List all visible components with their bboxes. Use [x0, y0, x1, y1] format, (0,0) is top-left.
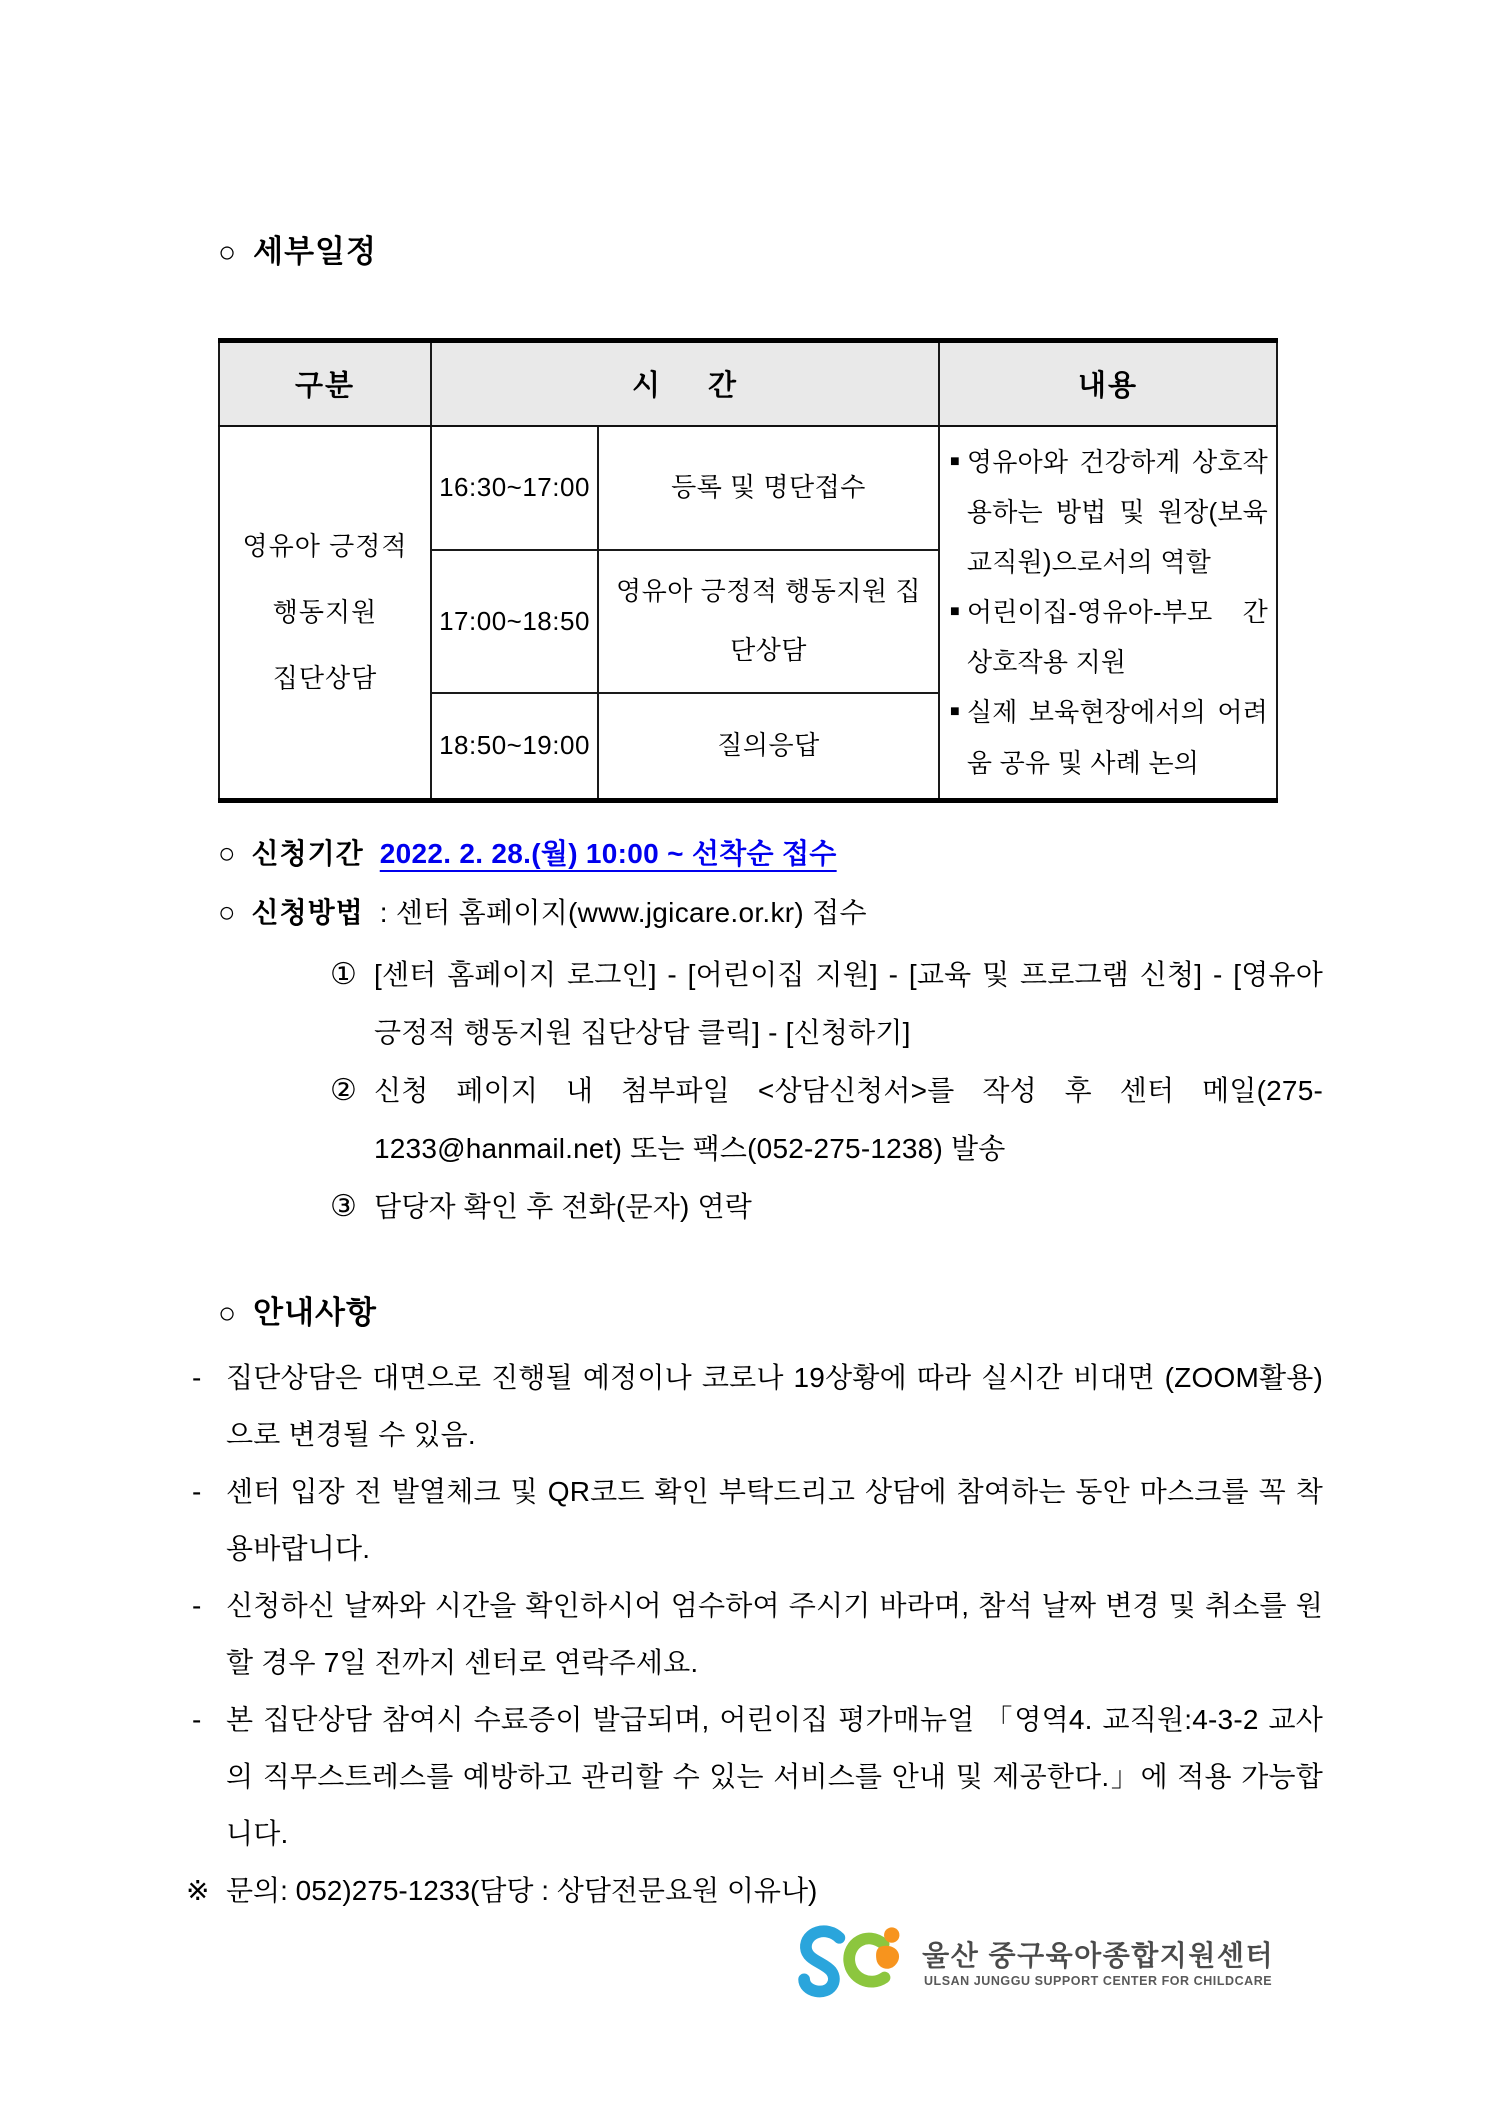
- org-logo-text: [922, 1939, 1274, 1989]
- reference-mark-icon: ※: [186, 1874, 210, 1906]
- category-line: 영유아 긍정적: [242, 530, 408, 561]
- content-bullet-text: 실제 보육현장에서의 어려움 공유 및 사례 논의: [966, 697, 1268, 778]
- category-line: 행동지원: [272, 596, 378, 627]
- circle-bullet-icon: ○: [218, 1296, 238, 1330]
- activity-cell: 등록 및 명단접수: [598, 426, 939, 551]
- notice-item-text: 신청하신 날짜와 시간을 확인하시어 엄수하여 주시기 바라며, 참석 날짜 변경 및 취소를 원할 경우 7일 전까지 센터로 연락주세요.: [226, 1589, 1323, 1678]
- notice-item: [192, 1691, 1323, 1862]
- table-header-row: [219, 341, 1277, 426]
- schedule-section-title: 세부일정: [253, 234, 377, 269]
- circle-bullet-icon: ○: [218, 896, 236, 929]
- org-name-english: ULSAN JUNGGU SUPPORT CENTER FOR CHILDCARE: [923, 1974, 1273, 1988]
- notice-item-text: 본 집단상담 참여시 수료증이 발급되며, 어린이집 평가매뉴얼 「영역4. 교직원:4-3-2 교사의 직무스트레스를 예방하고 관리할 수 있는 서비스를 안내 및 제공한다.」에 적용 가능합니다.: [226, 1703, 1323, 1849]
- time-cell: 18:50~19:00: [431, 693, 598, 800]
- circle-bullet-icon: ○: [218, 837, 236, 870]
- header-category: 구분: [219, 341, 431, 426]
- org-name-korean: 울산 중구육아종합지원센터: [922, 1940, 1274, 1971]
- header-content: 내용: [939, 341, 1277, 426]
- notice-item: [192, 1577, 1323, 1691]
- inquiry-line: [186, 1862, 1323, 1920]
- content-bullet-text: 어린이집-영유아-부모 간 상호작용 지원: [966, 597, 1268, 678]
- notice-item-text: 센터 입장 전 발열체크 및 QR코드 확인 부탁드리고 상담에 참여하는 동안 마스크를 꼭 착용바랍니다.: [226, 1475, 1323, 1564]
- dash-bullet-icon: -: [192, 1703, 202, 1735]
- content-bullet: [950, 437, 1268, 588]
- dash-bullet-icon: -: [192, 1361, 202, 1393]
- org-logo: [796, 1924, 1274, 2004]
- application-method-value: : 센터 홈페이지(www.jgicare.or.kr) 접수: [379, 896, 867, 928]
- time-cell: 17:00~18:50: [431, 550, 598, 693]
- application-step-2: [330, 1062, 1323, 1178]
- activity-cell: 질의응답: [598, 693, 939, 800]
- schedule-section-heading: [218, 233, 1323, 272]
- notice-section-heading: [218, 1294, 1323, 1333]
- time-cell: 16:30~17:00: [431, 426, 598, 551]
- notice-list: [192, 1349, 1323, 1862]
- application-step-text: 담당자 확인 후 전화(문자) 연락: [374, 1190, 752, 1222]
- category-line: 집단상담: [272, 663, 378, 694]
- application-method-label: 신청방법: [251, 896, 364, 928]
- application-step-3: [330, 1178, 1323, 1236]
- square-bullet-icon: ■: [950, 452, 960, 470]
- inquiry-text: 문의: 052)275-1233(담당 : 상담전문요원 이유나): [226, 1874, 818, 1906]
- content-bullet: [950, 587, 1268, 687]
- application-steps: [218, 946, 1323, 1236]
- square-bullet-icon: ■: [950, 603, 960, 621]
- application-step-text: 신청 페이지 내 첨부파일 <상담신청서>를 작성 후 센터 메일(275-1233@hanmail.net) 또는 팩스(052-275-1238) 발송: [374, 1074, 1323, 1164]
- dash-bullet-icon: -: [192, 1475, 202, 1507]
- application-period-line: [218, 833, 1323, 875]
- dash-bullet-icon: -: [192, 1589, 202, 1621]
- activity-cell: 영유아 긍정적 행동지원 집단상담: [598, 550, 939, 693]
- content-bullet-text: 영유아와 건강하게 상호작용하는 방법 및 원장(보육교직원)으로서의 역할: [966, 446, 1268, 577]
- schedule-table: [218, 338, 1278, 803]
- header-time: 시 간: [431, 341, 939, 426]
- category-cell: [219, 426, 431, 801]
- square-bullet-icon: ■: [950, 703, 960, 721]
- application-step-text: [센터 홈페이지 로그인] - [어린이집 지원] - [교육 및 프로그램 신청] - [영유아 긍정적 행동지원 집단상담 클릭] - [신청하기]: [374, 958, 1323, 1048]
- notice-section-title: 안내사항: [253, 1294, 377, 1330]
- table-row: [219, 426, 1277, 551]
- application-step-1: [330, 946, 1323, 1062]
- content-cell: [939, 426, 1277, 801]
- circle-bullet-icon: ○: [218, 236, 238, 269]
- notice-item: [192, 1349, 1323, 1463]
- circled-number-3-icon: ③: [330, 1189, 357, 1223]
- application-method-line: [218, 892, 1323, 934]
- circled-number-2-icon: ②: [330, 1073, 357, 1107]
- notice-item: [192, 1463, 1323, 1577]
- circled-number-1-icon: ①: [330, 957, 357, 991]
- application-period-link[interactable]: 2022. 2. 28.(월) 10:00 ~ 선착순 접수: [379, 837, 837, 869]
- content-bullet: [950, 687, 1268, 787]
- notice-item-text: 집단상담은 대면으로 진행될 예정이나 코로나 19상황에 따라 실시간 비대면 (ZOOM활용)으로 변경될 수 있음.: [226, 1361, 1323, 1450]
- application-period-label: 신청기간: [251, 837, 364, 869]
- org-logo-mark-icon: [796, 1924, 908, 2004]
